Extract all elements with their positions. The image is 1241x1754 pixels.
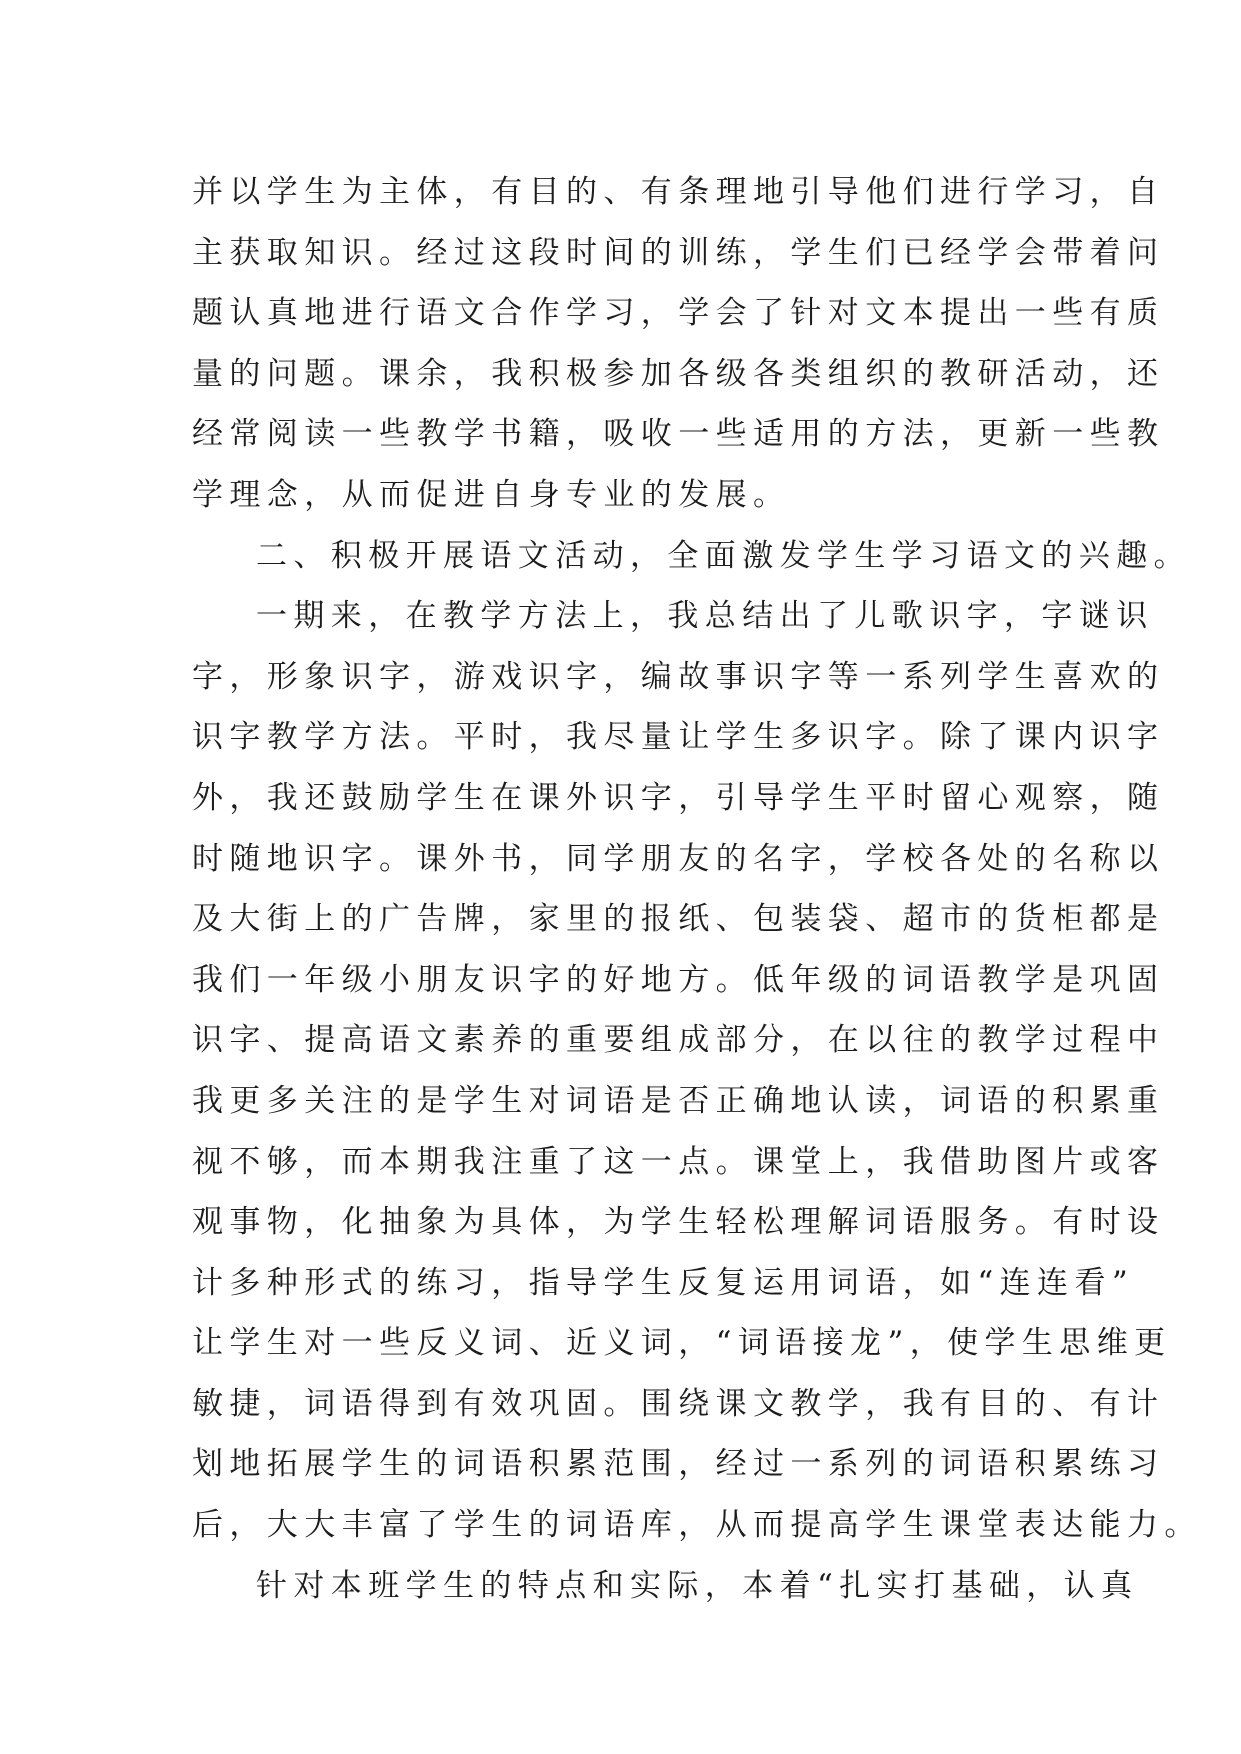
text-line: 时随地识字。课外书，同学朋友的名字，学校各处的名称以 [192, 840, 1165, 877]
text-line: 视不够，而本期我注重了这一点。课堂上，我借助图片或客 [192, 1143, 1165, 1180]
text-line: 一期来，在教学方法上，我总结出了儿歌识字，字谜识 [256, 598, 1154, 635]
text-line: 二、积极开展语文活动，全面激发学生学习语文的兴趣。 [256, 537, 1191, 574]
text-line: 外，我还鼓励学生在课外识字，引导学生平时留心观察，随 [192, 779, 1165, 816]
text-line: 并以学生为主体，有目的、有条理地引导他们进行学习，自 [192, 174, 1165, 210]
text-line: 让学生对一些反义词、近义词，“词语接龙”，使学生思维更 [192, 1325, 1172, 1362]
text-line: 识字教学方法。平时，我尽量让学生多识字。除了课内识字 [192, 719, 1165, 756]
text-line: 划地拓展学生的词语积累范围，经过一系列的词语积累练习 [192, 1446, 1165, 1483]
document-body [192, 162, 1202, 1616]
text-line: 观事物，化抽象为具体，为学生轻松理解词语服务。有时设 [192, 1204, 1165, 1241]
text-line: 及大街上的广告牌，家里的报纸、包装袋、超市的货柜都是 [192, 901, 1165, 938]
text-line: 针对本班学生的特点和实际，本着“扎实打基础，认真 [256, 1567, 1139, 1604]
text-line: 我们一年级小朋友识字的好地方。低年级的词语教学是巩固 [192, 961, 1165, 998]
text-line: 学理念，从而促进自身专业的发展。 [192, 476, 791, 513]
text-line: 识字、提高语文素养的重要组成部分，在以往的教学过程中 [192, 1022, 1165, 1059]
text-line: 题认真地进行语文合作学习，学会了针对文本提出一些有质 [192, 295, 1165, 332]
text-line: 量的问题。课余，我积极参加各级各类组织的教研活动，还 [192, 355, 1165, 392]
text-line: 主获取知识。经过这段时间的训练，学生们已经学会带着问 [192, 234, 1165, 271]
text-line: 字，形象识字，游戏识字，编故事识字等一系列学生喜欢的 [192, 658, 1165, 695]
text-line: 我更多关注的是学生对词语是否正确地认读，词语的积累重 [192, 1082, 1165, 1119]
text-line: 经常阅读一些教学书籍，吸收一些适用的方法，更新一些教 [192, 416, 1165, 453]
text-line: 后，大大丰富了学生的词语库，从而提高学生课堂表达能力。 [192, 1507, 1202, 1544]
text-line: 敏捷，词语得到有效巩固。围绕课文教学，我有目的、有计 [192, 1385, 1165, 1422]
text-line: 计多种形式的练习，指导学生反复运用词语，如“连连看” [192, 1264, 1135, 1301]
